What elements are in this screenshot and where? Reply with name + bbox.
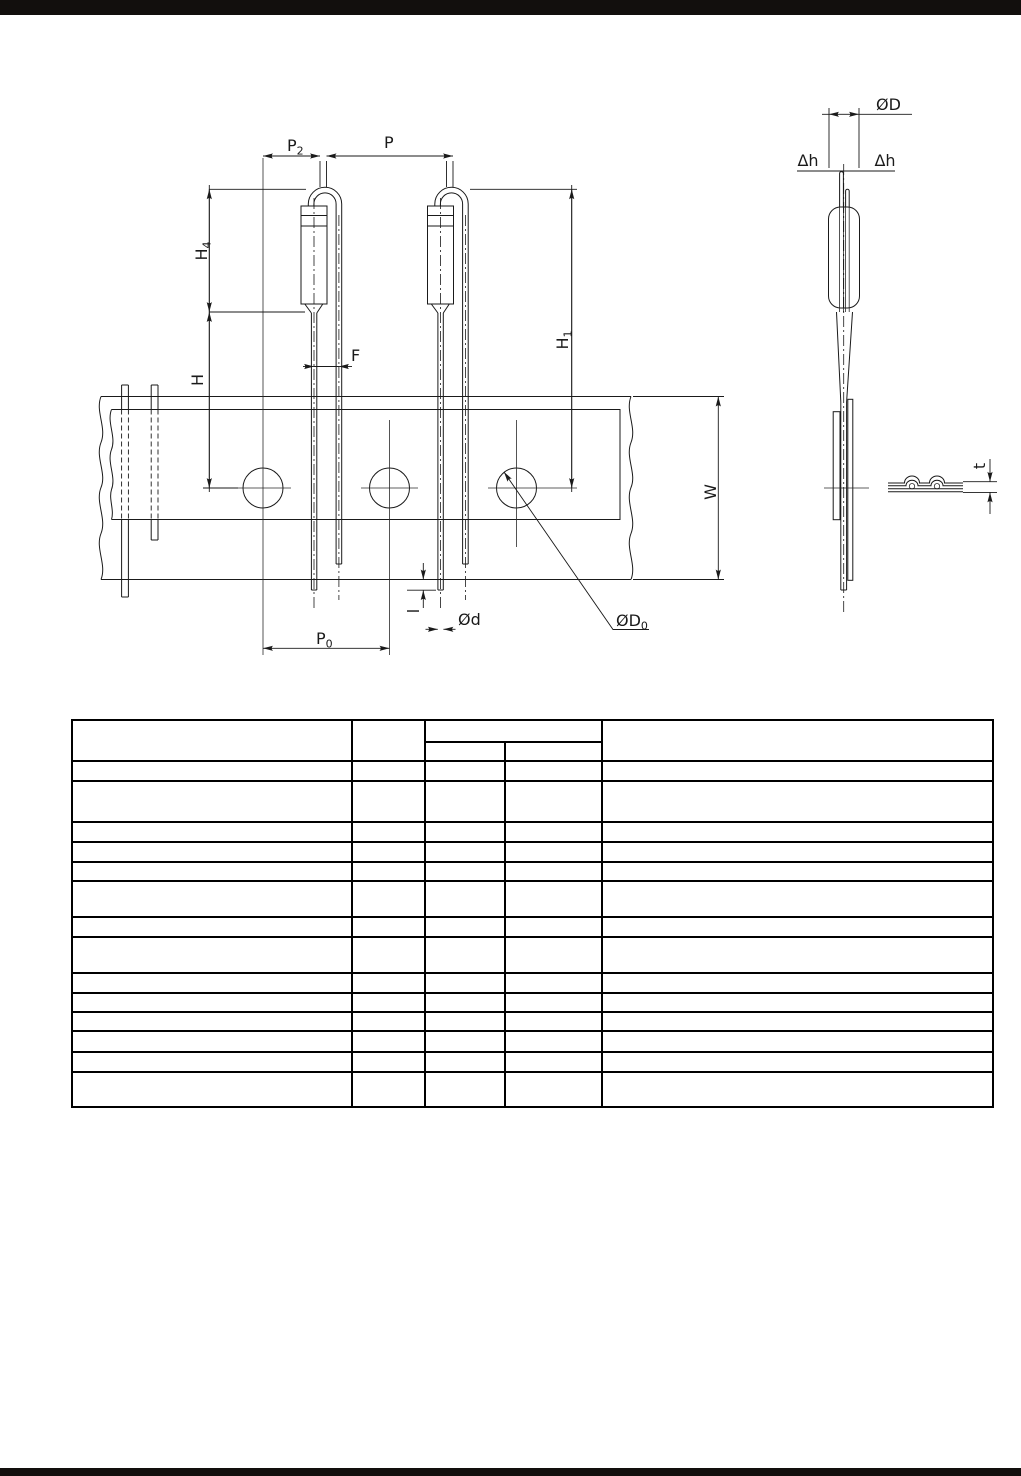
cell bbox=[72, 1012, 352, 1031]
cell bbox=[352, 1052, 425, 1072]
cell bbox=[602, 842, 993, 862]
header-cell bbox=[72, 720, 352, 761]
cell bbox=[602, 1052, 993, 1072]
cell bbox=[425, 993, 505, 1012]
component-2 bbox=[428, 187, 469, 610]
cell bbox=[72, 1072, 352, 1107]
cell bbox=[505, 881, 602, 917]
table-row bbox=[72, 1031, 993, 1052]
cell bbox=[352, 973, 425, 993]
cell bbox=[425, 1052, 505, 1072]
cell bbox=[352, 842, 425, 862]
cell bbox=[72, 842, 352, 862]
cell bbox=[72, 781, 352, 822]
cell bbox=[352, 1031, 425, 1052]
cell bbox=[602, 781, 993, 822]
cell bbox=[425, 862, 505, 881]
cell bbox=[505, 937, 602, 973]
cell bbox=[352, 862, 425, 881]
cell bbox=[505, 1052, 602, 1072]
cell bbox=[425, 1031, 505, 1052]
cell bbox=[425, 822, 505, 842]
dim-label-h1: $H_1$ bbox=[553, 330, 575, 350]
dim-p2-p bbox=[263, 133, 453, 187]
cell bbox=[352, 1012, 425, 1031]
cell bbox=[72, 1031, 352, 1052]
dim-label-p: P bbox=[384, 133, 394, 152]
cell bbox=[602, 1031, 993, 1052]
cell bbox=[505, 1012, 602, 1031]
dim-w bbox=[633, 397, 724, 580]
side-view bbox=[824, 164, 869, 612]
cell bbox=[505, 822, 602, 842]
dim-h4-h bbox=[188, 185, 306, 492]
cell bbox=[602, 1012, 993, 1031]
cell bbox=[505, 1072, 602, 1107]
dim-l bbox=[404, 563, 436, 613]
table-row bbox=[72, 1012, 993, 1031]
dim-label-f: F bbox=[351, 346, 361, 365]
dim-label-od0: $ØD_0$ bbox=[616, 611, 648, 633]
cell bbox=[602, 881, 993, 917]
cell bbox=[505, 781, 602, 822]
cell bbox=[505, 993, 602, 1012]
cell bbox=[425, 937, 505, 973]
bottom-black-band bbox=[0, 1468, 1021, 1476]
cell bbox=[352, 1072, 425, 1107]
table-header-row bbox=[72, 720, 993, 742]
cell bbox=[72, 822, 352, 842]
table-row bbox=[72, 781, 993, 822]
cell bbox=[425, 761, 505, 781]
cell bbox=[425, 1012, 505, 1031]
table-row bbox=[72, 973, 993, 993]
cell bbox=[425, 973, 505, 993]
cell bbox=[72, 993, 352, 1012]
cell bbox=[602, 993, 993, 1012]
cell bbox=[602, 822, 993, 842]
table-row bbox=[72, 862, 993, 881]
cell bbox=[602, 973, 993, 993]
dim-label-t: t bbox=[970, 462, 989, 470]
dim-label-dh-right: Δh bbox=[874, 151, 896, 170]
dim-t bbox=[963, 459, 997, 514]
dim-label-w: W bbox=[701, 484, 720, 500]
dim-label-dh-left: Δh bbox=[797, 151, 819, 170]
dim-label-od-body: ØD bbox=[876, 95, 901, 114]
cell bbox=[72, 937, 352, 973]
dim-label-h: H bbox=[188, 373, 207, 387]
taping-dimensions-drawing bbox=[0, 0, 1021, 700]
component-1 bbox=[301, 187, 342, 610]
cell bbox=[602, 937, 993, 973]
dim-od-body bbox=[822, 95, 912, 168]
cell bbox=[505, 1031, 602, 1052]
cell bbox=[425, 1072, 505, 1107]
cell bbox=[425, 917, 505, 937]
dim-label-od-lead: Ød bbox=[458, 610, 481, 629]
cell bbox=[425, 842, 505, 862]
subheader-cell bbox=[425, 742, 505, 761]
sprocket-holes bbox=[235, 158, 577, 655]
cell bbox=[352, 822, 425, 842]
tape-thickness-section bbox=[888, 476, 963, 492]
table-row bbox=[72, 881, 993, 917]
cell bbox=[602, 761, 993, 781]
dim-od0-leader bbox=[504, 472, 649, 633]
dim-label-p2: $P_2$ bbox=[287, 136, 304, 158]
header-cell bbox=[352, 720, 425, 761]
dimension-annotations bbox=[188, 95, 997, 651]
table-row bbox=[72, 822, 993, 842]
table-row bbox=[72, 842, 993, 862]
cell bbox=[352, 781, 425, 822]
phantom-leads bbox=[122, 385, 158, 597]
cell bbox=[352, 917, 425, 937]
dimensions-spec-table bbox=[71, 719, 994, 1108]
header-cell-merged bbox=[425, 720, 602, 742]
dim-label-p0: $P_0$ bbox=[316, 629, 333, 651]
cell bbox=[352, 937, 425, 973]
cell bbox=[505, 917, 602, 937]
dim-od-lead bbox=[426, 610, 481, 629]
cell bbox=[505, 842, 602, 862]
cell bbox=[505, 862, 602, 881]
subheader-cell bbox=[505, 742, 602, 761]
front-view bbox=[99, 158, 632, 655]
cell bbox=[425, 781, 505, 822]
table-row bbox=[72, 761, 993, 781]
cell bbox=[425, 881, 505, 917]
cell bbox=[505, 761, 602, 781]
table-row bbox=[72, 917, 993, 937]
dim-p0 bbox=[263, 629, 390, 651]
header-cell bbox=[602, 720, 993, 761]
cell bbox=[602, 1072, 993, 1107]
cell bbox=[72, 973, 352, 993]
dim-label-h4: $H_4$ bbox=[192, 241, 214, 261]
cell bbox=[352, 761, 425, 781]
cell bbox=[505, 973, 602, 993]
cell bbox=[72, 917, 352, 937]
cell bbox=[72, 881, 352, 917]
cell bbox=[602, 917, 993, 937]
cell bbox=[72, 862, 352, 881]
dim-h1 bbox=[470, 185, 577, 492]
cell bbox=[602, 862, 993, 881]
cell bbox=[352, 993, 425, 1012]
cell bbox=[72, 761, 352, 781]
cell bbox=[352, 881, 425, 917]
table-row bbox=[72, 937, 993, 973]
dim-delta-h bbox=[797, 151, 896, 171]
cell bbox=[72, 1052, 352, 1072]
table-row bbox=[72, 993, 993, 1012]
table-row bbox=[72, 1072, 993, 1107]
dim-label-l: l bbox=[404, 608, 423, 614]
table-row bbox=[72, 1052, 993, 1072]
